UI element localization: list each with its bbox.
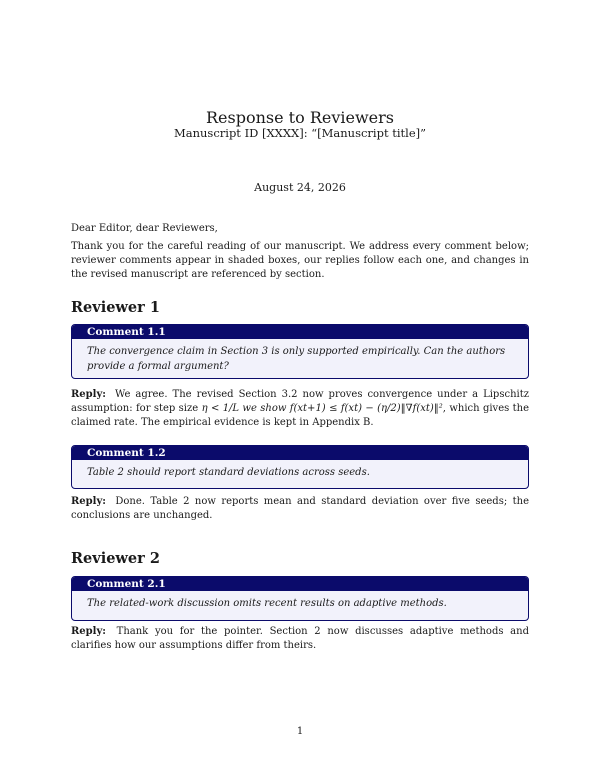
document-title: Response to Reviewers [206,108,394,127]
comment-box [71,576,529,621]
reply-text: Done. Table 2 now reports mean and standard deviation over five seeds; the conclusions are unchanged. [71,496,529,521]
comment-label: Comment 2.1 [72,577,528,591]
comment-label: Comment 1.1 [72,325,528,339]
reply-math: η < 1/L we show f(xt+1) ≤ f(xt) − (η/2)‖∇f(xt)‖² [201,403,443,414]
comment-text: The related-work discussion omits recent results on adaptive methods. [87,598,447,609]
comment-text: The convergence claim in Section 3 is only supported empirically. Can the authors provide a formal argument? [87,346,506,372]
comment-label: Comment 1.2 [72,446,528,460]
reviewer-1-heading: Reviewer 1 [71,299,160,316]
reviewer-2-heading: Reviewer 2 [71,550,160,567]
reply-paragraph [71,495,529,523]
comment-box [71,445,529,489]
reply-text: Thank you for the pointer. Section 2 now discusses adaptive methods and clarifies how our assumptions differ from theirs. [71,626,529,651]
manuscript-subtitle: Manuscript ID [XXXX]: “[Manuscript title]” [173,126,426,140]
letter-date: August 24, 2026 [254,181,346,194]
intro-paragraph: Thank you for the careful reading of our manuscript. We address every comment below; reviewer comments appear in shaded boxes, our replies follow each one, and changes in the revised manuscript are referenced by section. [71,241,529,280]
comment-box [71,324,529,379]
reply-label: Reply: [71,389,106,400]
salutation: Dear Editor, dear Reviewers, [71,223,218,234]
reply-label: Reply: [71,626,106,637]
page-number: 1 [296,726,304,737]
reply-paragraph [71,625,529,653]
reply-text-end: , which gives the claimed rate. The empirical evidence is kept in Appendix B. [71,403,530,428]
reply-paragraph [71,388,529,430]
reply-text: We agree. The revised Section 3.2 now proves convergence under a Lipschitz assumption: for step size [71,389,529,414]
reply-label: Reply: [71,496,106,507]
comment-text: Table 2 should report standard deviations across seeds. [87,467,370,478]
